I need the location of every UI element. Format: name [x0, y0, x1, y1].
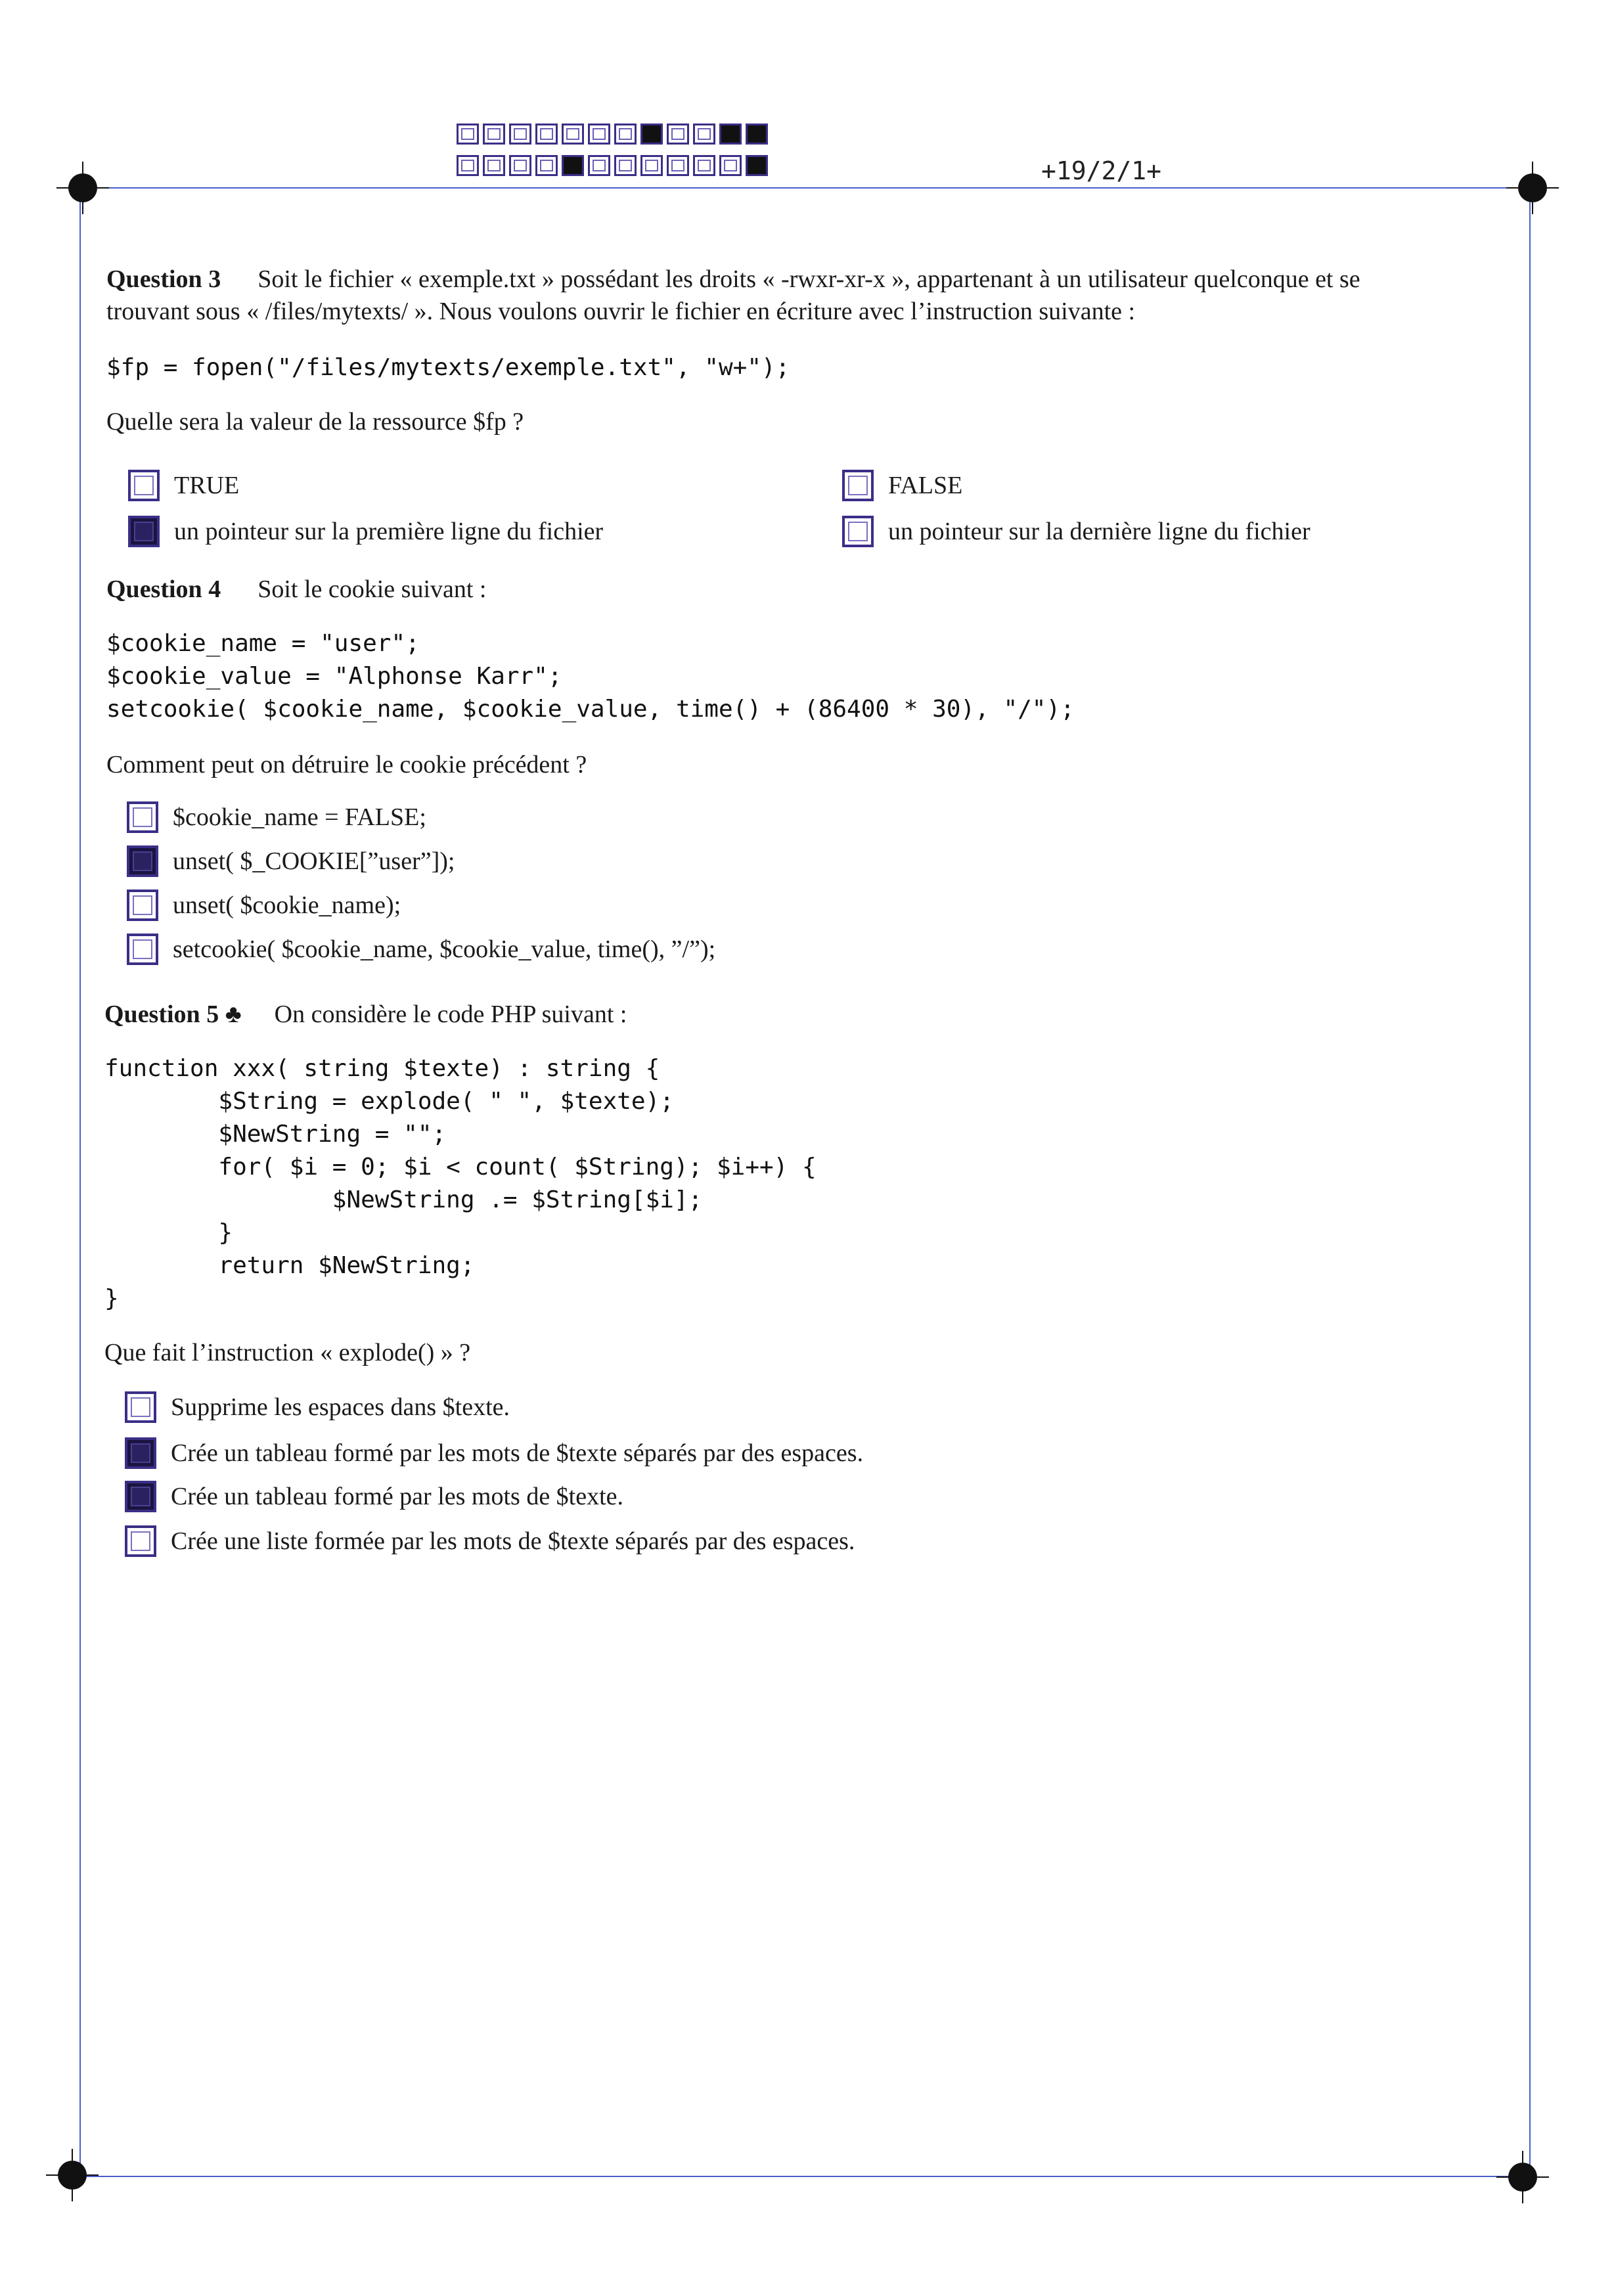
frame-bottom-line — [72, 2176, 1524, 2177]
checkbox[interactable] — [127, 801, 158, 833]
q4-code: $cookie_name = "user"; $cookie_value = "Alphonse Karr"; setcookie( $cookie_name, $cookie_value, time() + (86400 * 30), "/"); — [106, 630, 1075, 723]
page-code-row-1 — [457, 124, 772, 145]
code-bit — [588, 124, 610, 145]
corner-mark-top-left — [68, 173, 97, 202]
checkbox[interactable] — [842, 470, 874, 501]
page-code-row-2 — [457, 155, 772, 176]
choice-label: un pointeur sur la première ligne du fichier — [174, 518, 604, 545]
choice-label: Crée une liste formée par les mots de $texte séparés par des espaces. — [171, 1527, 855, 1555]
code-bit — [483, 124, 505, 145]
code-bit — [719, 124, 742, 145]
code-bit — [640, 124, 663, 145]
q4-choice-1[interactable] — [127, 801, 426, 833]
q5-label: Question 5 — [104, 1001, 219, 1028]
choice-label: Supprime les espaces dans $texte. — [171, 1393, 510, 1421]
q5-choice-3[interactable] — [125, 1481, 623, 1512]
q3-label: Question 3 — [106, 265, 221, 293]
q3-choice-1[interactable] — [128, 470, 239, 501]
q4-choice-3[interactable] — [127, 889, 401, 921]
q3-text-line2: trouvant sous « /files/mytexts/ ». Nous voulons ouvrir le fichier en écriture avec l’instruction suivante : — [106, 298, 1136, 325]
code-bit — [693, 155, 715, 176]
corner-mark-top-right — [1518, 173, 1547, 202]
frame-right-line — [1529, 187, 1531, 2178]
choice-label: FALSE — [888, 472, 963, 499]
q4-text — [106, 574, 487, 606]
q5-text — [104, 999, 627, 1031]
checkbox[interactable] — [125, 1437, 156, 1469]
code-bit — [588, 155, 610, 176]
checkbox[interactable] — [125, 1481, 156, 1512]
code-bit — [614, 155, 637, 176]
code-bit — [667, 155, 689, 176]
club-icon: ♣ — [225, 1001, 242, 1028]
q3-prompt: Quelle sera la valeur de la ressource $fp ? — [106, 408, 524, 436]
choice-label: $cookie_name = FALSE; — [173, 803, 426, 831]
code-bit — [693, 124, 715, 145]
code-bit — [562, 155, 584, 176]
code-bit — [535, 155, 558, 176]
q4-choice-2[interactable] — [127, 845, 455, 877]
checkbox[interactable] — [125, 1525, 156, 1557]
checkbox[interactable] — [127, 889, 158, 921]
q3-choice-2[interactable] — [842, 470, 962, 501]
q3-code: $fp = fopen("/files/mytexts/exemple.txt", "w+"); — [106, 354, 790, 381]
page-id: +19/2/1+ — [1041, 156, 1162, 185]
choice-label: unset( $cookie_name); — [173, 891, 401, 919]
checkbox[interactable] — [125, 1391, 156, 1423]
code-bit — [719, 155, 742, 176]
q4-label: Question 4 — [106, 575, 221, 603]
q5-choice-4[interactable] — [125, 1525, 855, 1557]
code-bit — [457, 124, 479, 145]
choice-label: un pointeur sur la dernière ligne du fichier — [888, 518, 1311, 545]
frame-left-line — [79, 187, 81, 2178]
frame-top-line — [84, 187, 1533, 189]
q5-prompt: Que fait l’instruction « explode() » ? — [104, 1339, 471, 1366]
checkbox[interactable] — [128, 470, 160, 501]
checkbox[interactable] — [842, 516, 874, 547]
code-bit — [457, 155, 479, 176]
code-bit — [667, 124, 689, 145]
checkbox[interactable] — [127, 934, 158, 965]
q5-code: function xxx( string $texte) : string { $String = explode( " ", $texte); $NewString = ""; for( $i = 0; $i < count( $String); $i++) { $NewString .= $String[$i]; } return $NewString; } — [104, 1055, 817, 1312]
q3-text — [106, 263, 1519, 328]
code-bit — [535, 124, 558, 145]
q3-choice-3[interactable] — [128, 516, 603, 547]
code-bit — [614, 124, 637, 145]
choice-label: unset( $_COOKIE[”user”]); — [173, 847, 455, 875]
q4-prompt: Comment peut on détruire le cookie précédent ? — [106, 751, 587, 778]
code-bit — [483, 155, 505, 176]
choice-label: TRUE — [174, 472, 240, 499]
q4-choice-4[interactable] — [127, 934, 715, 965]
q5-choice-1[interactable] — [125, 1391, 510, 1423]
code-bit — [562, 124, 584, 145]
q3-choice-4[interactable] — [842, 516, 1311, 547]
code-bit — [509, 155, 531, 176]
checkbox[interactable] — [128, 516, 160, 547]
corner-mark-bottom-left — [58, 2161, 87, 2190]
choice-label: setcookie( $cookie_name, $cookie_value, time(), ”/”); — [173, 935, 716, 963]
q5-choice-2[interactable] — [125, 1437, 863, 1469]
code-bit — [509, 124, 531, 145]
code-bit — [746, 124, 768, 145]
choice-label: Crée un tableau formé par les mots de $texte. — [171, 1483, 624, 1510]
corner-mark-bottom-right — [1508, 2163, 1537, 2192]
code-bit — [746, 155, 768, 176]
checkbox[interactable] — [127, 845, 158, 877]
code-bit — [640, 155, 663, 176]
choice-label: Crée un tableau formé par les mots de $texte séparés par des espaces. — [171, 1439, 864, 1467]
q4-text-body: Soit le cookie suivant : — [258, 575, 487, 603]
q3-text-line1: Soit le fichier « exemple.txt » possédant les droits « -rwxr-xr-x », appartenant à un utilisateur quelconque et se — [258, 265, 1360, 293]
q5-text-body: On considère le code PHP suivant : — [274, 1001, 627, 1028]
